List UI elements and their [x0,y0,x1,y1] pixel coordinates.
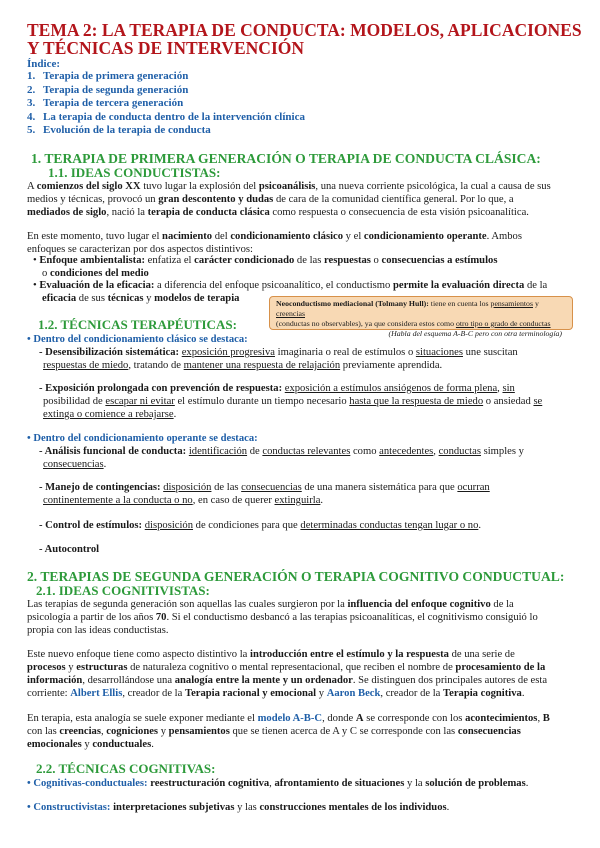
index-item[interactable]: 4. La terapia de conducta dentro de la intervención clínica [27,110,305,123]
list-item: • Cognitivas-conductuales: reestructuración cognitiva, afrontamiento de situaciones y la solución de problemas. [27,778,529,789]
paragraph: En este momento, tuvo lugar el nacimiento del condicionamiento clásico y el condicionamiento operante. Ambos enfoques se caracterizan por dos aspectos distintivos: [27,231,522,256]
list-item: - Autocontrol [39,544,100,555]
paragraph: Este nuevo enfoque tiene como aspecto distintivo la introducción entre el estímulo y la respuesta de una serie de procesos y estructuras de naturaleza cognitivo o mental representacional, que reciben el nombre de procesamiento de la información, desarrollándose una analogía entre la mente y un ordenador. Se distinguen dos principales autores de esta corriente: Albert Ellis, creador de la Terapia racional y emocional y Aaron Beck, creador de la Terapia cognitiva. [27,649,548,700]
section-2-heading: 2. TERAPIAS DE SEGUNDA GENERACIÓN O TERAPIA COGNITIVO CONDUCTUAL: [27,569,565,584]
section-2-2-heading: 2.2. TÉCNICAS COGNITIVAS: [36,761,216,776]
index-item[interactable]: 2. Terapia de segunda generación [27,83,189,96]
subsection-label: • Dentro del condicionamiento operante se destaca: [27,433,258,444]
list-item: • Evaluación de la eficacia: a diferencia del enfoque psicoanalítico, el conductismo permite la evaluación directa de la eficacia de sus técnicas y modelos de terapia [33,280,548,305]
list-item: - Desensibilización sistemática: exposición progresiva imaginaria o real de estímulos o situaciones une suscitan respuestas de miedo, tratando de mantener una respuesta de relajación previamente aprendida. [39,347,518,372]
paragraph: En terapia, esta analogía se suele exponer mediante el modelo A-B-C, donde A se corresponde con los acontecimientos, B con las creencias, cogniciones y pensamientos que se tienen acerca de A y C se corresponde con las consecuencias emocionales y conductuales. [27,713,550,751]
index-item[interactable]: 3. Terapia de tercera generación [27,97,184,110]
section-1-2-heading: 1.2. TÉCNICAS TERAPÉUTICAS: [38,317,237,332]
paragraph: Las terapias de segunda generación son aquellas las cuales surgieron por la influencia del enfoque cognitivo de la psicología a partir de los años 70. Si el conductismo desbancó a las terapias psicoanalíticas, el cognitivismo consiguió lo propia con las ideas conductistas. [27,599,538,637]
paragraph: A comienzos del siglo XX tuvo lugar la explosión del psicoanálisis, una nueva corriente psicológica, la cual a causa de sus medios y técnicas, provocó un gran descontento y dudas de cara de la comunidad científica general. Por lo que, a mediados de siglo, nació la terapia de conducta clásica como respuesta o consecuencia de esta visión psicoanalítica. [27,181,551,219]
index-item[interactable]: 5. Evolución de la terapia de conducta [27,124,211,137]
list-item: - Control de estímulos: disposición de condiciones para que determinadas conductas tengan lugar o no. [39,520,482,531]
subsection-label: • Dentro del condicionamiento clásico se destaca: [27,334,248,345]
list-item: - Exposición prolongada con prevención de respuesta: exposición a estímulos ansiógenos de forma plena, sin posibilidad de escapar ni evitar el estímulo durante un tiempo necesario hasta que la respuesta de miedo o ansiedad se extinga o comience a rebajarse. [39,383,543,421]
section-2-1-heading: 2.1. IDEAS COGNITIVISTAS: [36,583,210,598]
index-label: Índice: [27,58,60,70]
index-item[interactable]: 1. Terapia de primera generación [27,70,189,82]
page-title: TEMA 2: LA TERAPIA DE CONDUCTA: MODELOS, APLICACIONES Y TÉCNICAS DE INTERVENCIÓN [27,20,582,58]
index-list [27,70,305,138]
list-item: - Manejo de contingencias: disposición de las consecuencias de una manera sistemática para que ocurran continentemente a la conducta o no, en caso de querer extinguirla. [39,482,490,507]
section-1-1-heading: 1.1. IDEAS CONDUCTISTAS: [48,165,221,180]
list-item: • Constructivistas: interpretaciones subjetivas y las construcciones mentales de los individuos. [27,802,450,813]
section-1-heading: 1. TERAPIA DE PRIMERA GENERACIÓN O TERAPIA DE CONDUCTA CLÁSICA: [31,151,541,166]
list-item: - Análisis funcional de conducta: identificación de conductas relevantes como antecedentes, conductas simples y consecuencias. [39,446,524,471]
sidenote-box: Neoconductismo mediacional (Tolmany Hull): tiene en cuenta los pensamientos y creencias (conductas no observables), ya que considera estos como otro tipo o grado de conductas (Habla del esquema A-B-C pero con otra terminología) [269,296,573,330]
list-item: • Enfoque ambientalista: enfatiza el carácter condicionado de las respuestas o consecuencias a estímulos o condiciones del medio [33,255,498,280]
